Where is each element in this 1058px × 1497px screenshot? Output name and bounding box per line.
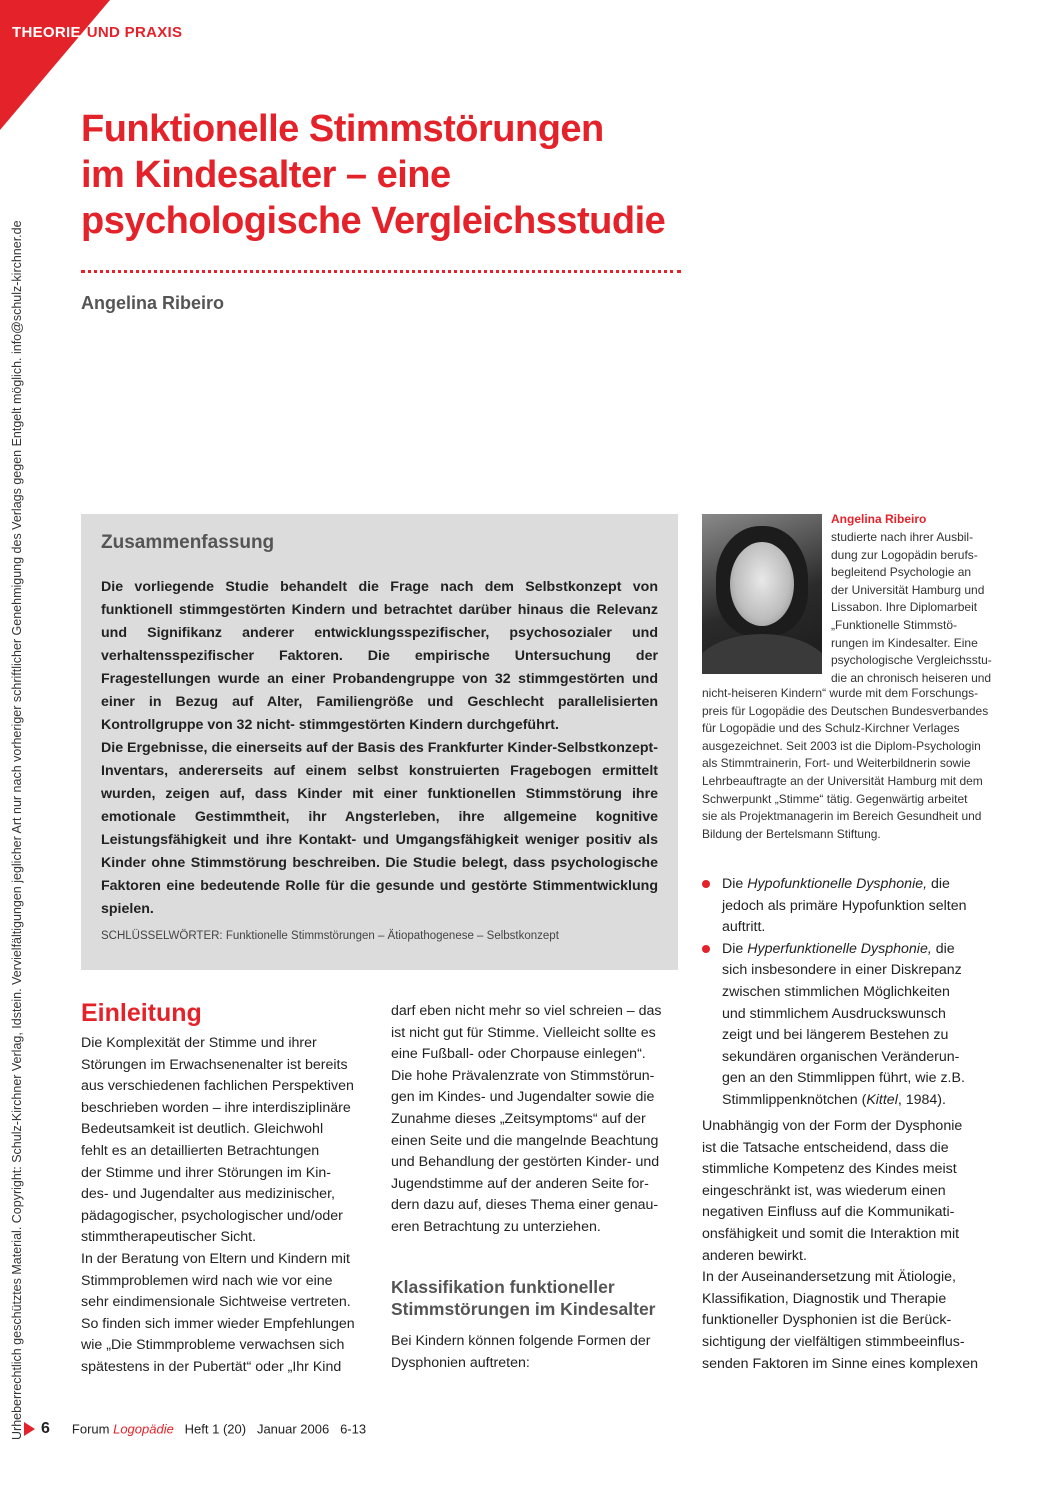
text-line: eren Betrachtung zu unterziehen. xyxy=(391,1218,601,1235)
abstract-box xyxy=(81,514,678,970)
intro-heading: Einleitung xyxy=(81,999,202,1027)
term: Hyperfunktionelle Dysphonie, xyxy=(747,940,932,957)
text-line: pädagogischer, psychologischer und/oder xyxy=(81,1207,343,1224)
text-line: gen an den Stimmlippen führt, wie z.B. xyxy=(722,1070,965,1087)
abstract-body xyxy=(101,576,658,921)
text-line: Klassifikation, Diagnostik und Therapie xyxy=(702,1290,947,1307)
bio-line: nicht-heiseren Kindern“ wurde mit dem Forschungs- xyxy=(702,686,979,700)
section-label-practice: UND PRAXIS xyxy=(86,24,183,41)
text-line: dern dazu auf, dieses Thema einer genau- xyxy=(391,1197,659,1214)
text-line: und stimmlichem Ausdruckswunsch xyxy=(722,1005,946,1022)
text-line: funktioneller Dysphonien ist die Berück- xyxy=(702,1312,952,1329)
bio-line: ausgezeichnet. Seit 2003 ist die Diplom-Psychologin xyxy=(702,738,981,753)
bio-line: für Logopädie und des Schulz-Kirchner Verlages xyxy=(702,721,960,736)
bio-line: „Funktionelle Stimmstö- xyxy=(831,617,958,632)
text-line: des- und Jugendalter aus medizinischer, xyxy=(81,1186,335,1203)
text-line: sekundären organischen Veränderun- xyxy=(722,1048,960,1065)
author-name: Angelina Ribeiro xyxy=(81,293,225,313)
text-line: spätestens in der Pubertät“ oder „Ihr Kind xyxy=(81,1358,342,1375)
bio-line: preis für Logopädie des Deutschen Bundesverbandes xyxy=(702,703,989,718)
classification-text xyxy=(391,1331,678,1374)
list-item xyxy=(702,939,988,1112)
journal-name: Forum xyxy=(71,1421,110,1437)
text-line: einen Seite und die mangelnde Beachtung xyxy=(391,1132,659,1149)
bio-line: sie als Projektmanagerin im Bereich Gesundheit und xyxy=(702,809,982,824)
text-line: eingeschränkt ist, was wiederum einen xyxy=(702,1182,946,1199)
bio-text-top xyxy=(831,529,992,687)
bullet-icon xyxy=(702,880,710,888)
text-line: Die hohe Prävalenzrate von Stimmstörun- xyxy=(391,1067,655,1084)
text-line: In der Auseinandersetzung mit Ätiologie, xyxy=(702,1269,956,1286)
abstract-paragraph: Die Ergebnisse, die einerseits auf der Basis des Frankfurter Kinder-Selbstkonzept-Inventars, andererseits auf einem selbst konstruierten Fragebogen ermittelt wurden, zeigen auf, dass Kinder mit einer funktionellen Stimmstörung ihre emotionale Gestimmtheit, ihr Angsterleben, ihre allgemeine kognitive Leistungsfähigkeit und ihre Kontakt- und Umgangsfähigkeit weniger positiv als Kinder ohne Stimmstörung beschreiben. Die Studie belegt, dass psychologische Faktoren eine bedeutende Rolle für die gesunde und gestörte Stimmentwicklung spielen. xyxy=(101,740,658,917)
bio-line: als Stimmtrainerin, Fort- und Weiterbildnerin sowie xyxy=(702,756,971,771)
text-span: Die xyxy=(722,940,748,957)
photo-face xyxy=(730,542,794,626)
text-line: Bedeutsamkeit ist deutlich. Gleichwohl xyxy=(81,1121,324,1138)
title-line: Funktionelle Stimmstörungen xyxy=(81,108,604,150)
title-line: psychologische Vergleichsstudie xyxy=(81,200,666,242)
text-line: beschrieben worden – ihre interdisziplinäre xyxy=(81,1099,351,1116)
text-line: onsfähigkeit und somit die Interaktion mit xyxy=(702,1225,960,1242)
section-label-theory: THEORIE xyxy=(12,24,81,41)
intro-column xyxy=(81,1033,367,1379)
citation: Kittel xyxy=(866,1091,898,1108)
text-line: sichtigung der vielfältigen stimmbeeinflus- xyxy=(702,1333,965,1350)
text-line: sich insbesondere in einer Diskrepanz xyxy=(722,962,962,979)
bio-line: psychologische Vergleichsstu- xyxy=(831,653,992,668)
article-title xyxy=(81,106,721,244)
photo-shoulders xyxy=(702,634,822,674)
page-number: 6 xyxy=(41,1420,50,1437)
text-span: die xyxy=(931,940,955,957)
text-line: sehr eindimensionale Sichtweise vertreten. xyxy=(81,1294,351,1311)
right-column xyxy=(702,1116,988,1375)
bio-line: rungen im Kindesalter. Eine xyxy=(831,635,978,650)
bio-line: begleitend Psychologie an xyxy=(831,565,972,580)
bio-line: Bildung der Bertelsmann Stiftung. xyxy=(702,826,881,841)
text-line: Jugendstimme auf der anderen Seite for- xyxy=(391,1175,649,1192)
text-span: Die xyxy=(722,876,748,892)
text-line: In der Beratung von Eltern und Kindern mit xyxy=(81,1250,350,1267)
text-line: Zunahme dieses „Zeitsymptoms“ auf der xyxy=(391,1110,646,1127)
arrow-icon xyxy=(24,1422,35,1436)
text-line: fehlt es an detaillierten Betrachtungen xyxy=(81,1142,320,1159)
text-line: Bei Kindern können folgende Formen der xyxy=(391,1333,651,1349)
bio-line: Lissabon. Ihre Diplomarbeit xyxy=(831,600,978,615)
text-line: ist nicht gut für Stimme. Vielleicht sollte es xyxy=(391,1024,656,1041)
title-line: im Kindesalter – eine xyxy=(81,154,451,196)
keywords: SCHLÜSSELWÖRTER: Funktionelle Stimmstörungen – Ätiopathogenese – Selbstkonzept xyxy=(101,930,559,942)
text-span: Stimmlippenknötchen ( xyxy=(722,1091,867,1108)
abstract-heading: Zusammenfassung xyxy=(101,532,275,553)
bio-line: der Universität Hamburg und xyxy=(831,582,985,597)
abstract-paragraph: Die vorliegende Studie behandelt die Frage nach dem Selbstkonzept von funktionell stimmgestörten Kindern und betrachtet darüber hinaus die Relevanz und Signifikanz anderer entwicklungsspezifischer, psychosozialer und verhaltensspezifischer Faktoren. Die empirische Untersuchung der Fragestellungen wurde an einer Probandengruppe von 32 stimmgestörten und einer in Bezug auf Alter, Familiengröße und Geschlecht parallelisierten Kontrollgruppe von 32 nicht- stimmgestörten Kindern durchgeführt. xyxy=(101,579,658,733)
bio-name: Angelina Ribeiro xyxy=(831,512,927,526)
text-line: stimmliche Kompetenz des Kindes meist xyxy=(702,1161,957,1178)
bio-line: studierte nach ihrer Ausbil- xyxy=(831,530,974,544)
page-footer xyxy=(24,1420,366,1438)
page-range: 6-13 xyxy=(340,1421,367,1437)
text-span: die xyxy=(927,876,950,892)
dysphonia-list xyxy=(702,874,988,1112)
text-line: aus verschiedenen fachlichen Perspektiven xyxy=(81,1078,354,1095)
text-line: jedoch als primäre Hypofunktion selten xyxy=(722,897,967,914)
text-line: Unabhängig von der Form der Dysphonie xyxy=(702,1118,963,1134)
issue: Heft 1 (20) xyxy=(184,1421,247,1437)
copyright-notice: Urheberrechtlich geschütztes Material. Copyright: Schulz-Kirchner Verlag, Idstein. Vervielfältigungen jeglicher Art nur nach vorheriger schriftlicher Genehmigung des Verlags gegen Entgelt möglich. info@schulz-kirchner.de xyxy=(10,220,24,1440)
classification-heading xyxy=(391,1276,656,1320)
bio-line: Schwerpunkt „Stimme“ tätig. Gegenwärtig arbeitet xyxy=(702,791,968,806)
middle-column xyxy=(391,1001,678,1239)
heading-line: Klassifikation funktioneller xyxy=(391,1277,615,1297)
list-item xyxy=(702,874,988,939)
text-line: gen im Kindes- und Jugendalter sowie die xyxy=(391,1089,655,1106)
term: Hypofunktionelle Dysphonie, xyxy=(747,876,928,892)
text-line: Die Komplexität der Stimme und ihrer xyxy=(81,1035,317,1051)
text-line: negativen Einfluss auf die Kommunikati- xyxy=(702,1204,955,1221)
bullet-icon xyxy=(702,945,710,953)
text-line: stimmtherapeutischer Sicht. xyxy=(81,1229,257,1246)
heading-line: Stimmstörungen im Kindesalter xyxy=(391,1299,656,1319)
section-label xyxy=(12,24,182,41)
bio-line: Lehrbeauftragte an der Universität Hamburg mit dem xyxy=(702,773,983,788)
text-line: Störungen im Erwachsenenalter ist bereits xyxy=(81,1056,348,1073)
text-line: darf eben nicht mehr so viel schreien – das xyxy=(391,1003,662,1019)
journal-logo: Logopädie xyxy=(113,1421,174,1437)
bio-line: die an chronisch heiseren und xyxy=(831,670,992,685)
title-divider xyxy=(81,270,681,273)
text-span: , 1984). xyxy=(897,1091,946,1108)
issue-date: Januar 2006 xyxy=(256,1421,330,1437)
author-photo xyxy=(702,514,822,674)
text-line: und Behandlung der gestörten Kinder- und xyxy=(391,1154,660,1171)
text-line: ist die Tatsache entscheidend, dass die xyxy=(702,1139,949,1156)
text-line: zwischen stimmlichen Möglichkeiten xyxy=(722,983,950,1000)
text-line: zeigt und bei längerem Bestehen zu xyxy=(722,1027,949,1044)
text-line: senden Faktoren im Sinne eines komplexen xyxy=(702,1355,979,1372)
text-line: So finden sich immer wieder Empfehlungen xyxy=(81,1315,355,1332)
bio-line: dung zur Logopädin berufs- xyxy=(831,547,978,562)
text-line: eine Fußball- oder Chorpause einlegen“. xyxy=(391,1046,646,1063)
text-line: auftritt. xyxy=(722,919,766,936)
text-line: Dysphonien auftreten: xyxy=(391,1354,530,1371)
text-line: wie „Die Stimmprobleme verwachsen sich xyxy=(81,1337,345,1354)
text-line: Stimmproblemen wird nach wie vor eine xyxy=(81,1272,333,1289)
text-line: der Stimme und ihrer Störungen im Kin- xyxy=(81,1164,331,1181)
bio-text-bottom xyxy=(702,685,989,843)
text-line: anderen bewirkt. xyxy=(702,1247,807,1264)
